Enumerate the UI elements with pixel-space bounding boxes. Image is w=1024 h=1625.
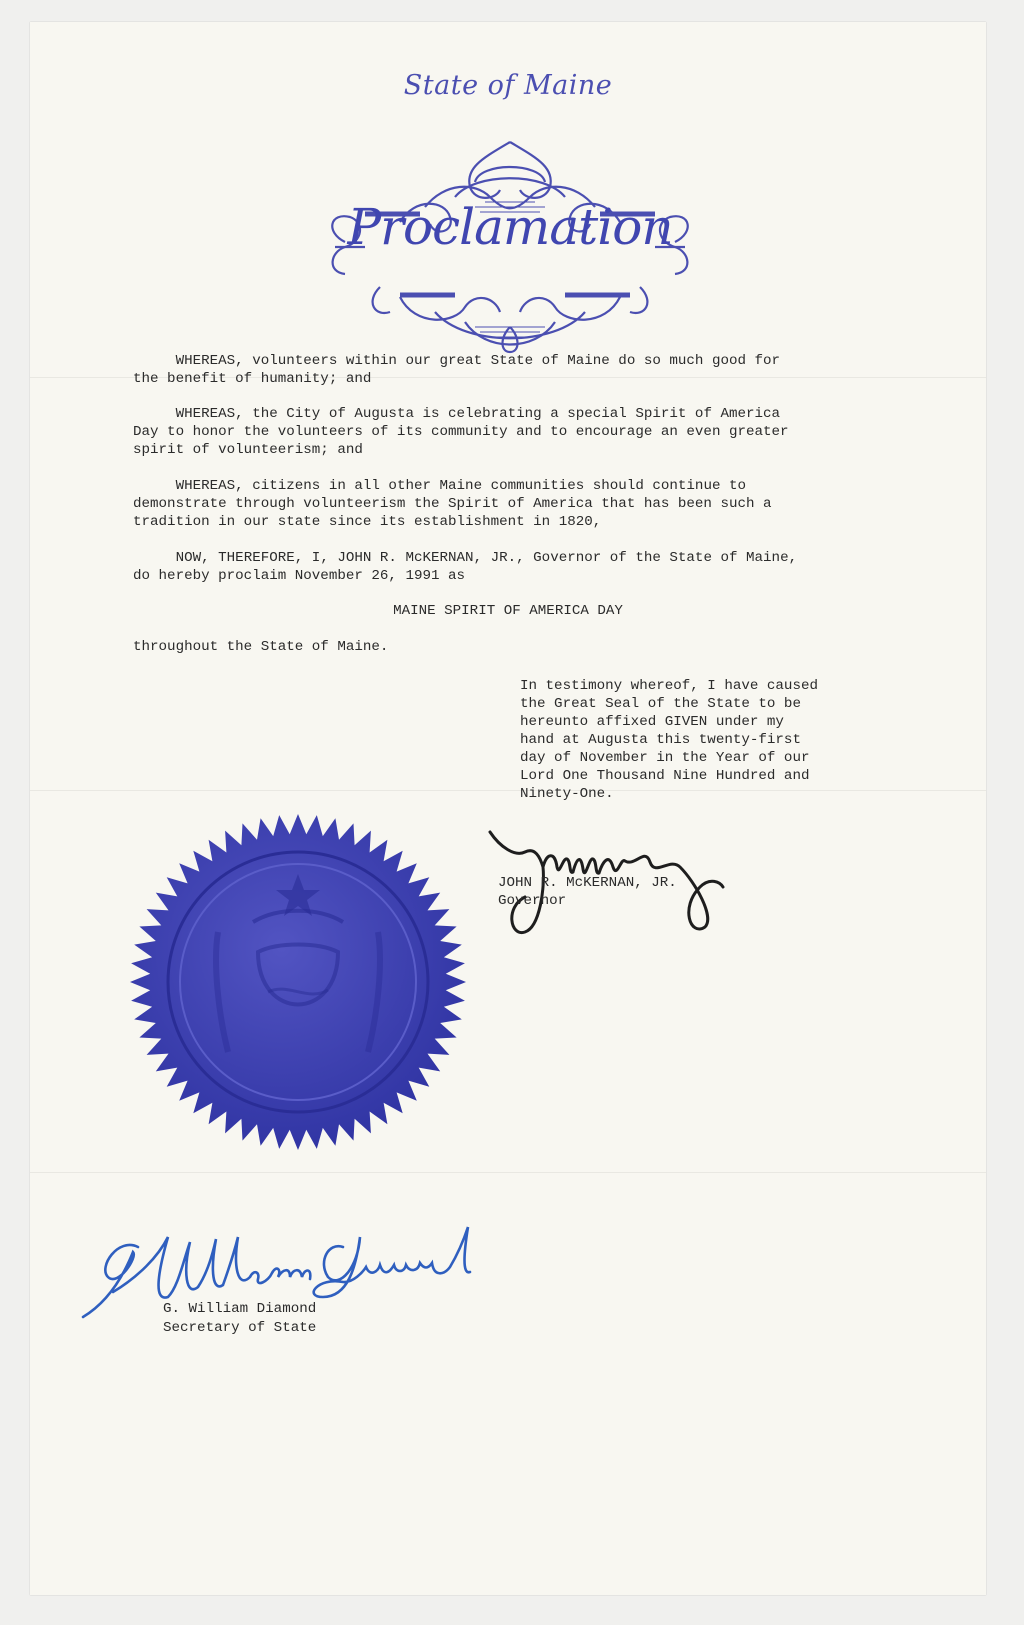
state-heading: State of Maine	[403, 70, 613, 101]
whereas-paragraph: WHEREAS, volunteers within our great State of Maine do so much good for the benefit of humanity; and	[133, 353, 781, 387]
paper-fold	[30, 1172, 986, 1173]
testimony-block: In testimony whereof, I have caused the Great Seal of the State to be hereunto affixed GIVEN under my hand at Augusta this twenty-first day of November in the Year of our Lord One Thousand Nine Hundred and Ninety-One.	[520, 678, 818, 802]
secretary-title: Secretary of State	[163, 1320, 317, 1336]
proclamation-title: Proclamation	[347, 198, 673, 256]
proclamation-document	[30, 22, 986, 1595]
proclamation-paragraph: NOW, THEREFORE, I, JOHN R. McKERNAN, JR., Governor of the State of Maine, do hereby proclaim November 26, 1991 as	[133, 550, 798, 584]
proclaimed-day: MAINE SPIRIT OF AMERICA DAY	[393, 603, 623, 619]
whereas-paragraph: WHEREAS, citizens in all other Maine communities should continue to demonstrate through volunteerism the Spirit of America that has been such a tradition in our state since its establishment in 1820,	[133, 478, 772, 530]
great-seal-of-maine	[118, 812, 478, 1172]
closing-line: throughout the State of Maine.	[133, 639, 389, 655]
governor-name: JOHN R. McKERNAN, JR.	[498, 875, 677, 891]
governor-title: Governor	[498, 893, 567, 909]
whereas-paragraph: WHEREAS, the City of Augusta is celebrating a special Spirit of America Day to honor the volunteers of its community and to encourage an even greater spirit of volunteerism; and	[133, 406, 789, 458]
secretary-name: G. William Diamond	[163, 1301, 317, 1317]
